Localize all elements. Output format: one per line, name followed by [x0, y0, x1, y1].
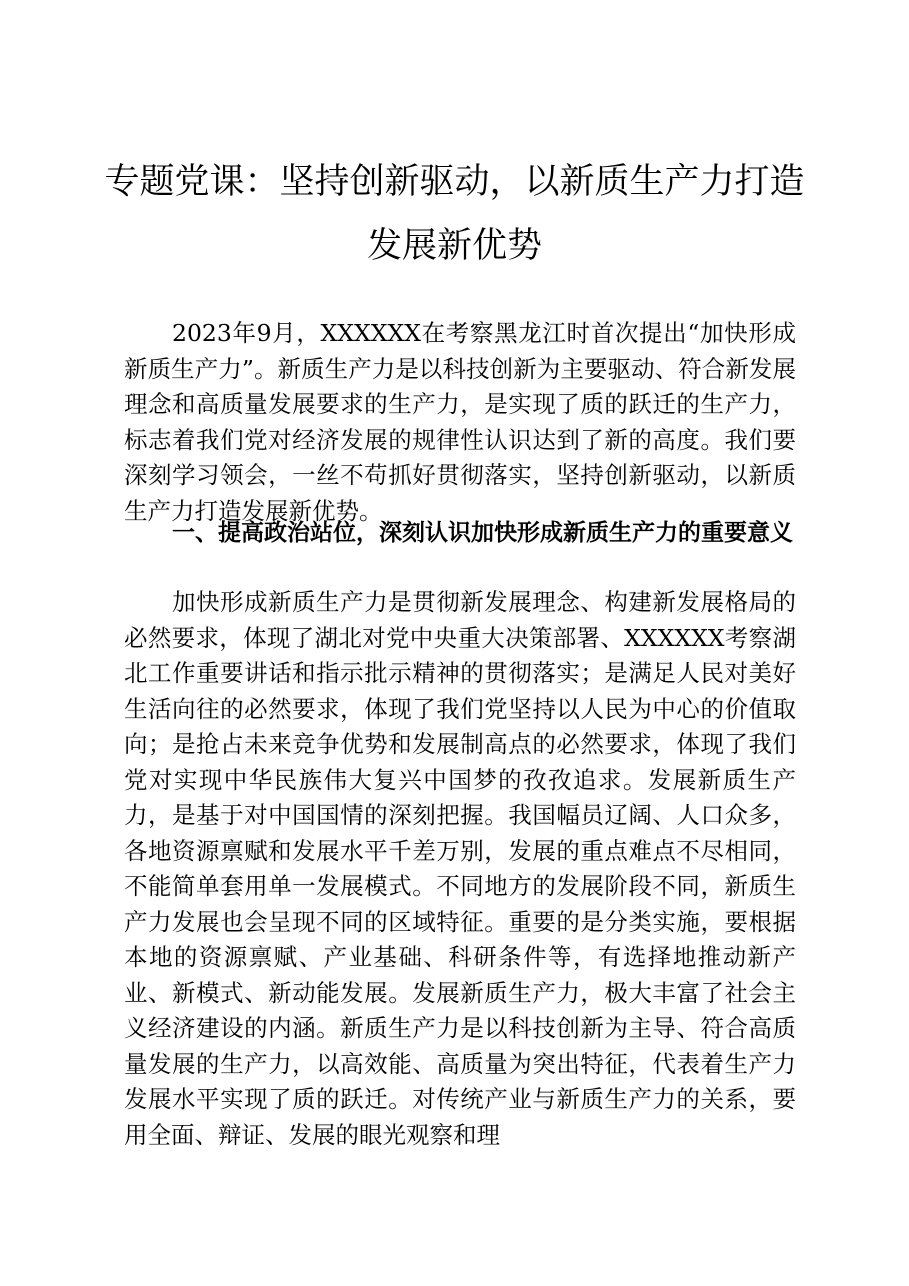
document-title-line-1: 专题党课：坚持创新驱动，以新质生产力打造 — [104, 162, 805, 202]
section-heading-1: 一、提高政治站位，深刻认识加快形成新质生产力的重要意义 — [172, 520, 793, 546]
paragraph-intro: 2023年9月，XXXXXX在考察黑龙江时首次提出“加快形成新质生产力”。新质生产力是以科技创新为主要驱动、符合新发展理念和高质量发展要求的生产力，是实现了质的跃迁的生产力，标志着我们党对经济发展的规律性认识达到了新的高度。我们要深刻学习领会，一丝不苟抓好贯彻落实，坚持创新驱动，以新质生产力打造发展新优势。 — [124, 319, 796, 525]
paragraph-section-1: 加快形成新质生产力是贯彻新发展理念、构建新发展格局的必然要求，体现了湖北对党中央重大决策部署、XXXXXX考察湖北工作重要讲话和指示批示精神的贯彻落实；是满足人民对美好生活向往的必然要求，体现了我们党坚持以人民为中心的价值取向；是抢占未来竞争优势和发展制高点的必然要求，体现了我们党对实现中华民族伟大复兴中国梦的孜孜追求。发展新质生产力，是基于对中国国情的深刻把握。我国幅员辽阔、人口众多，各地资源禀赋和发展水平千差万别，发展的重点难点不尽相同，不能简单套用单一发展模式。不同地方的发展阶段不同，新质生产力发展也会呈现不同的区域特征。重要的是分类实施，要根据本地的资源禀赋、产业基础、科研条件等，有选择地推动新产业、新模式、新动能发展。发展新质生产力，极大丰富了社会主义经济建设的内涵。新质生产力是以科技创新为主导、符合高质量发展的生产力，以高效能、高质量为突出特征，代表着生产力发展水平实现了质的跃迁。对传统产业与新质生产力的关系，要用全面、辩证、发展的眼光观察和理 — [124, 588, 796, 1149]
document-title-line-2: 发展新优势 — [366, 226, 542, 266]
